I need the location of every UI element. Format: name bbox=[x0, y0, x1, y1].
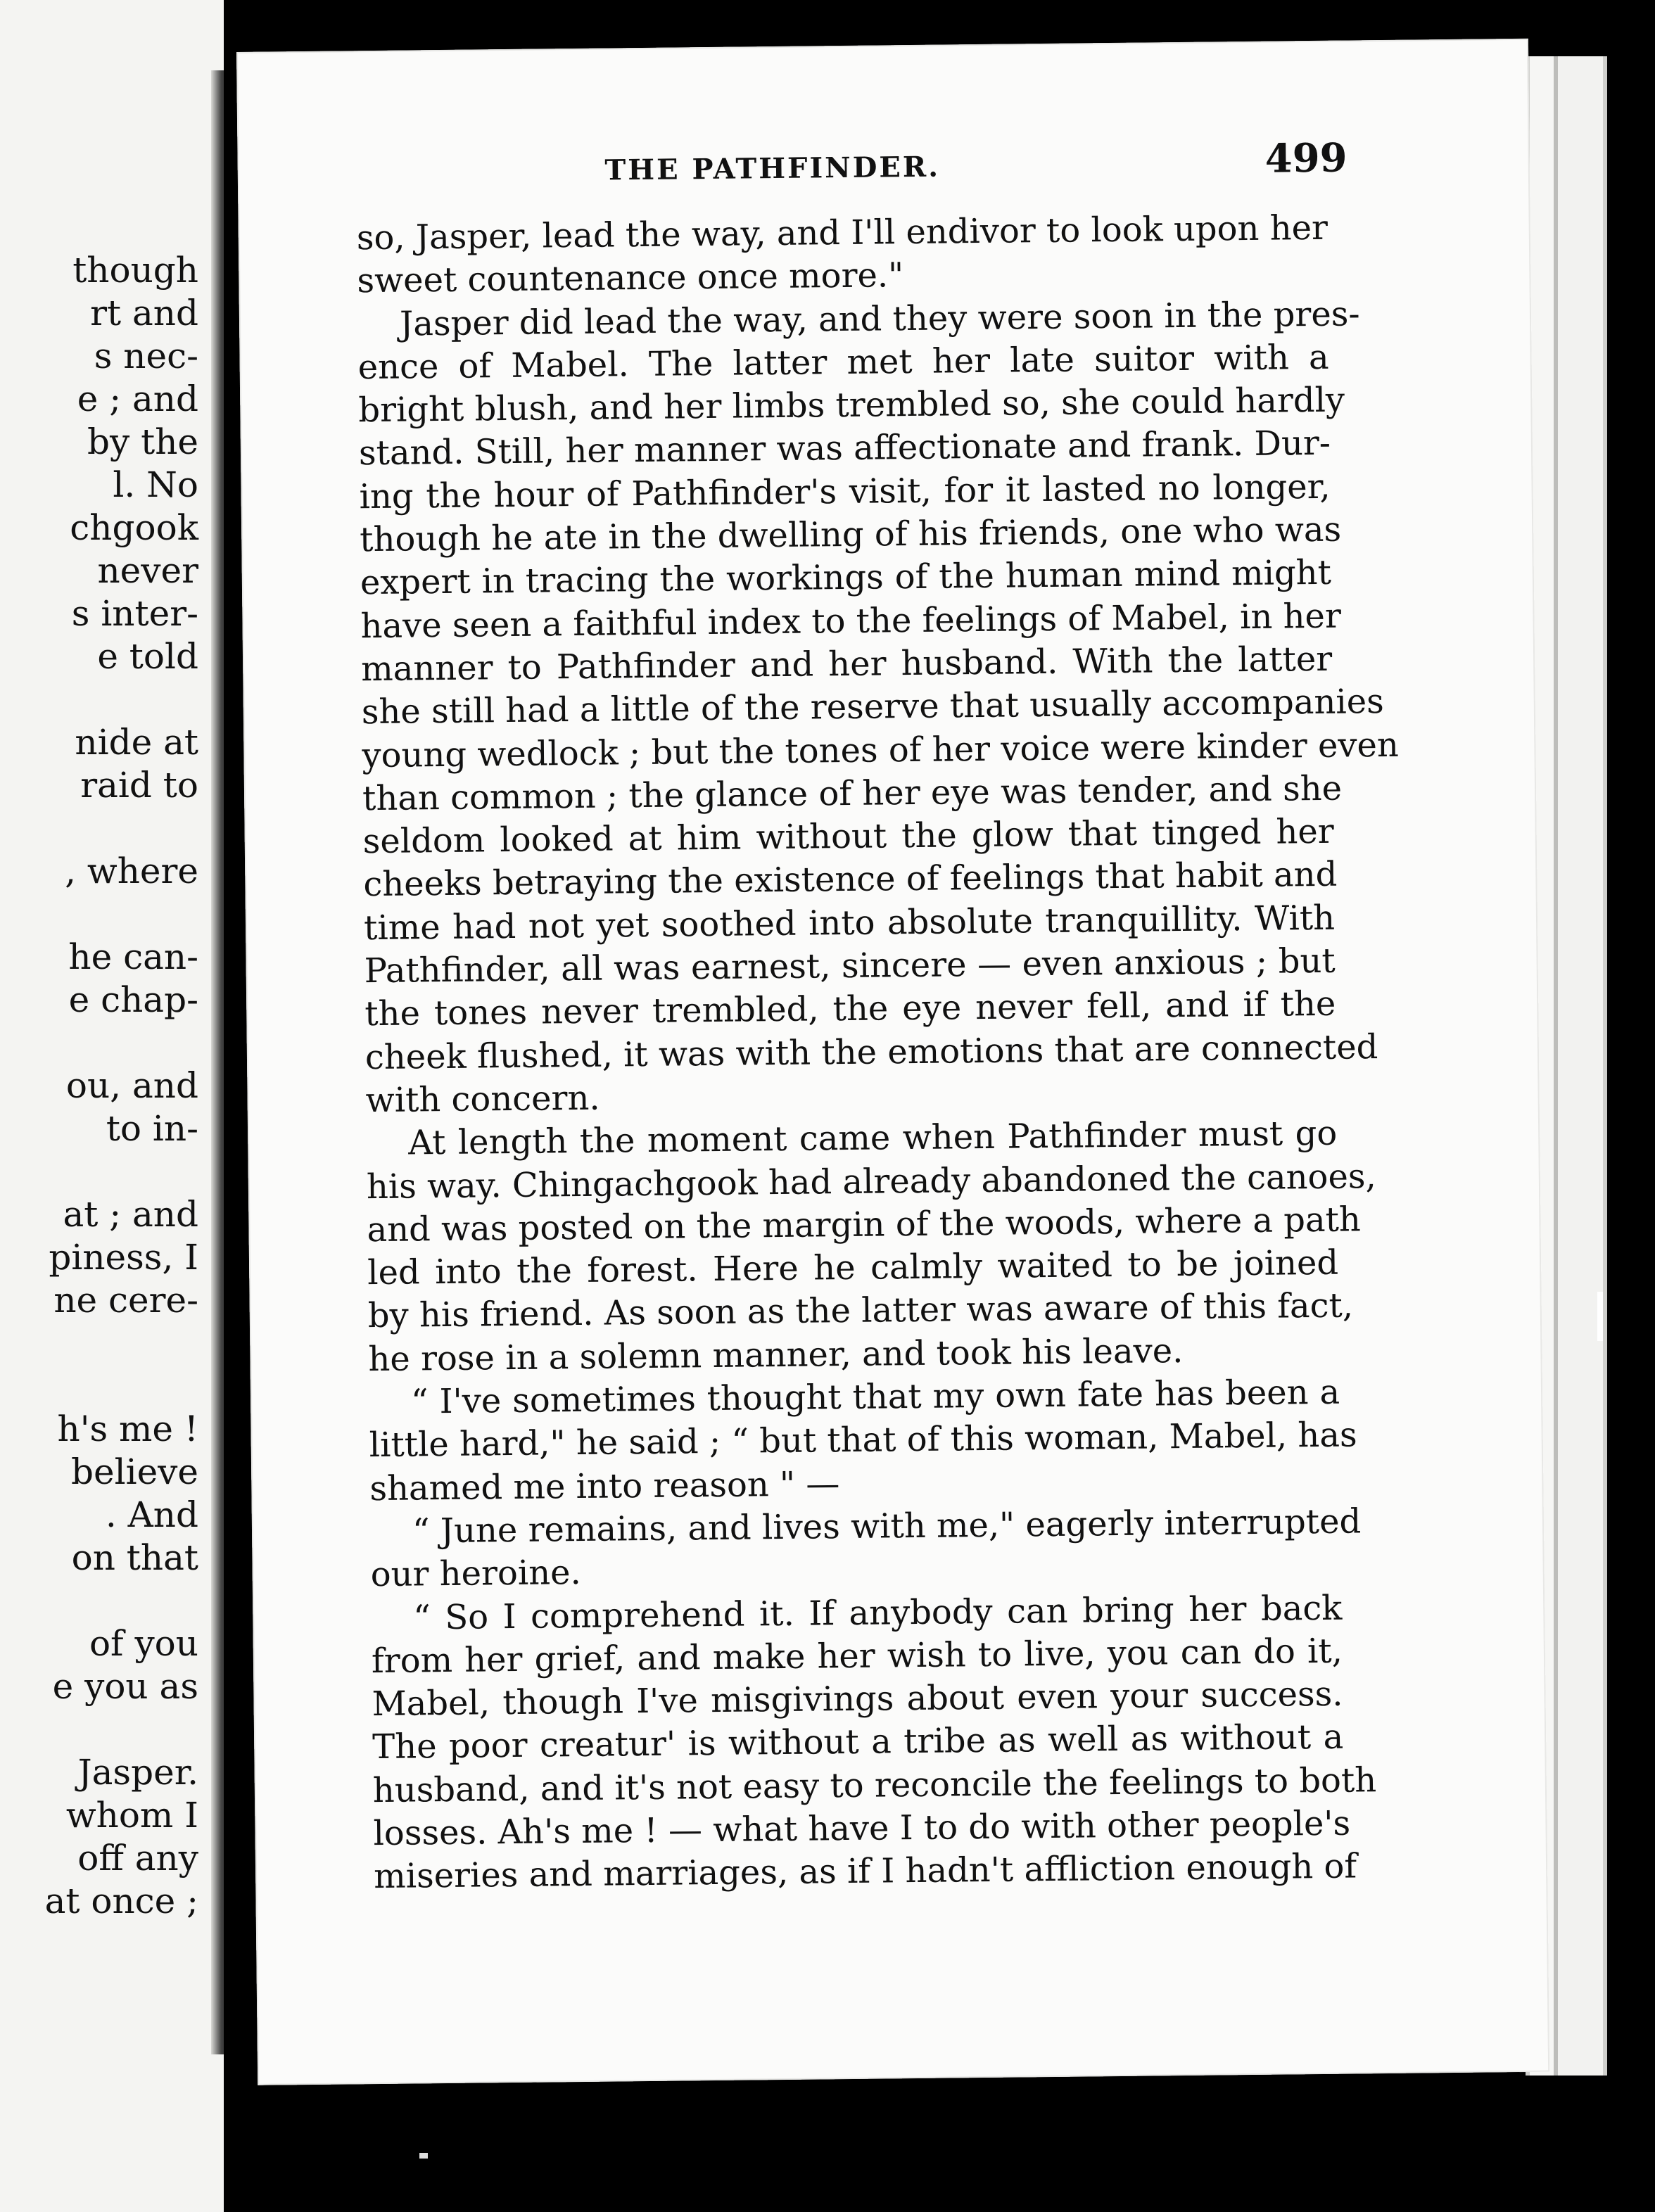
text-line: At length the moment came when Pathfinder must go bbox=[407, 1113, 1338, 1163]
text-line: miseries and marriages, as if I hadn't affliction enough of bbox=[373, 1846, 1357, 1897]
text-line: than common ; the glance of her eye was tender, and she bbox=[362, 768, 1343, 819]
left-text-line: chgook bbox=[70, 507, 198, 548]
left-text-line: rt and bbox=[90, 293, 198, 333]
left-text-line: never bbox=[97, 550, 198, 591]
text-line: bright blush, and her limbs trembled so, she could hardly bbox=[358, 380, 1345, 431]
left-text-line: by the bbox=[87, 421, 198, 462]
text-line: by his friend. As soon as the latter was aware of this fact, bbox=[367, 1285, 1354, 1336]
text-line: “ June remains, and lives with me," eagerly interrupted bbox=[412, 1501, 1362, 1551]
text-line: with concern. bbox=[365, 1078, 600, 1121]
left-text-line: Jasper. bbox=[77, 1752, 198, 1793]
text-line: so, Jasper, lead the way, and I'll endivor to look upon her bbox=[356, 208, 1329, 258]
text-line: manner to Pathfinder and her husband. With the latter bbox=[360, 639, 1333, 689]
text-line: the tones never trembled, the eye never fell, and if the bbox=[364, 984, 1336, 1034]
text-line: young wedlock ; but the tones of her voice were kinder even bbox=[362, 725, 1400, 775]
running-head: THE PATHFINDER. bbox=[604, 150, 941, 187]
left-text-line: l. No bbox=[113, 464, 198, 505]
text-line: though he ate in the dwelling of his friends, one who was bbox=[359, 509, 1342, 560]
text-line: “ So I comprehend it. If anybody can bring her back bbox=[413, 1588, 1343, 1637]
text-line: sweet countenance once more." bbox=[357, 255, 904, 301]
text-line: Mabel, though I've misgivings about even your success. bbox=[372, 1674, 1343, 1724]
text-line: ing the hour of Pathfinder's visit, for it lasted no longer, bbox=[359, 466, 1331, 516]
text-line: stand. Still, her manner was affectionate and frank. Dur- bbox=[358, 424, 1331, 473]
left-text-line: ou, and bbox=[65, 1065, 198, 1106]
text-line: Pathfinder, all was earnest, sincere — even anxious ; but bbox=[364, 941, 1336, 991]
text-line: expert in tracing the workings of the human mind might bbox=[360, 553, 1332, 603]
text-line: Jasper did lead the way, and they were soon in the pres- bbox=[399, 293, 1360, 344]
left-text-line: ne cere- bbox=[53, 1280, 198, 1321]
text-line: husband, and it's not easy to reconcile the feelings to both bbox=[372, 1760, 1377, 1810]
left-text-line: nide at bbox=[75, 722, 198, 763]
left-text-line: e you as bbox=[52, 1666, 198, 1707]
left-text-line: at once ; bbox=[44, 1881, 198, 1921]
text-line: time had not yet soothed into absolute tranquillity. With bbox=[363, 898, 1336, 948]
book-gutter bbox=[211, 70, 224, 2054]
book-page bbox=[236, 39, 1549, 2085]
text-line: seldom looked at him without the glow that tinged her bbox=[362, 811, 1334, 862]
left-text-line: raid to bbox=[80, 765, 198, 806]
left-text-line: piness, I bbox=[49, 1237, 198, 1278]
left-text-line: s inter- bbox=[71, 593, 198, 634]
left-text-line: at ; and bbox=[63, 1194, 198, 1235]
text-line: from her grief, and make her wish to live, you can do it, bbox=[371, 1631, 1343, 1681]
left-text-line: though bbox=[72, 250, 198, 291]
left-facing-page bbox=[0, 0, 224, 2212]
body-text bbox=[356, 207, 1400, 1899]
left-text-line: s nec- bbox=[94, 336, 198, 376]
text-line: little hard," he said ; “ but that of this woman, Mabel, has bbox=[369, 1415, 1357, 1466]
left-text-line: of you bbox=[89, 1623, 198, 1664]
text-line: his way. Chingachgook had already abandoned the canoes, bbox=[366, 1156, 1376, 1207]
left-text-line: h's me ! bbox=[57, 1409, 198, 1449]
scan-mark bbox=[1597, 1292, 1603, 1341]
left-text-line: e chap- bbox=[68, 979, 198, 1020]
left-text-line: , where bbox=[65, 851, 198, 891]
left-text-line: e ; and bbox=[77, 379, 198, 419]
text-line: ence of Mabel. The latter met her late suitor with a bbox=[357, 337, 1329, 388]
text-line: led into the forest. Here he calmly waited to be joined bbox=[367, 1242, 1339, 1293]
left-text-line: . And bbox=[105, 1494, 198, 1535]
text-line: he rose in a solemn manner, and took his leave. bbox=[368, 1330, 1184, 1379]
left-text-line: believe bbox=[70, 1451, 198, 1492]
left-text-line: whom I bbox=[65, 1795, 198, 1836]
text-line: “ I've sometimes thought that my own fate has been a bbox=[410, 1372, 1340, 1422]
left-text-line: e told bbox=[97, 636, 198, 677]
text-line: cheek flushed, it was with the emotions that are connected bbox=[364, 1026, 1378, 1077]
text-line: she still had a little of the reserve that usually accompanies bbox=[361, 682, 1385, 732]
scan-speck bbox=[419, 2153, 428, 2159]
text-line: have seen a faithful index to the feelings of Mabel, in her bbox=[360, 596, 1342, 646]
text-line: and was posted on the margin of the woods, where a path bbox=[367, 1200, 1362, 1250]
left-text-line: he can- bbox=[68, 936, 198, 977]
text-line: our heroine. bbox=[370, 1553, 582, 1595]
text-line: The poor creatur' is without a tribe as well as without a bbox=[372, 1717, 1344, 1767]
page-number: 499 bbox=[1264, 134, 1348, 182]
text-line: cheeks betraying the existence of feelings that habit and bbox=[363, 855, 1338, 905]
left-text-line: off any bbox=[77, 1838, 198, 1879]
left-text-line: to in- bbox=[106, 1108, 198, 1149]
text-line: shamed me into reason " — bbox=[369, 1463, 840, 1508]
left-text-line: on that bbox=[71, 1537, 198, 1578]
text-line: losses. Ah's me ! — what have I to do with other people's bbox=[373, 1803, 1351, 1854]
